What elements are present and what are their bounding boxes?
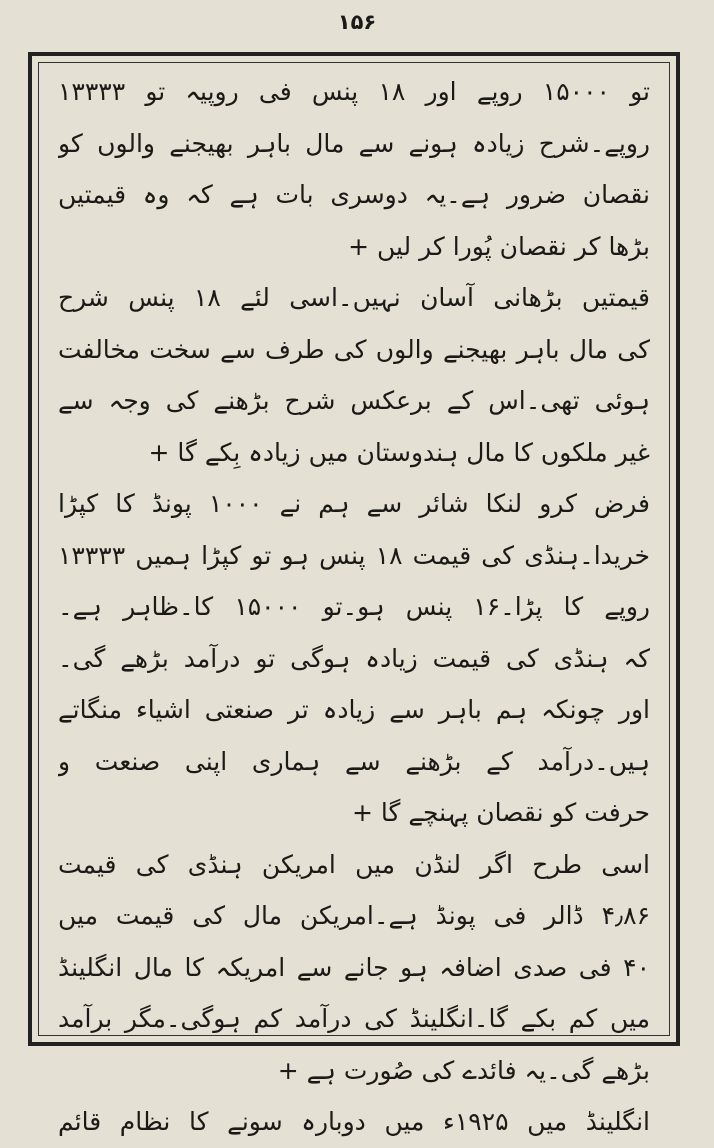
text-line: ۴٫۸۶ ڈالر فی پونڈ ہے۔امریکن مال کی قیمت میں: [58, 901, 650, 930]
text-line: حرفت کو نقصان پہنچے گا +: [352, 798, 650, 827]
text-line: انگلینڈ میں ۱۹۲۵ء میں دوبارہ سونے کا نظام قائم: [58, 1107, 650, 1136]
text-line: روپے کا پڑا۔۱۶ پنس ہو۔تو ۱۵۰۰۰ کا۔ظاہر ہے۔: [58, 592, 650, 621]
text-line: خریدا۔ہنڈی کی قیمت ۱۸ پنس ہو تو کپڑا ہمیں ۱۳۳۳۳: [58, 540, 650, 570]
text-line: کی مال باہر بھیجنے والوں کی طرف سے سخت مخالفت: [58, 334, 650, 364]
text-line: ۴۰ فی صدی اضافہ ہو جانے سے امریکہ کا مال انگلینڈ: [58, 952, 650, 982]
text-line: بڑھا کر نقصان پُورا کر لیں +: [348, 231, 650, 261]
page-number: ۱۵۶: [337, 10, 377, 34]
text-line: نقصان ضرور ہے۔یہ دوسری بات ہے کہ وہ قیمتیں: [58, 180, 650, 209]
text-line: ہیں۔درآمد کے بڑھنے سے ہماری اپنی صنعت و: [58, 746, 650, 776]
text-line: بڑھے گی۔یہ فائدے کی صُورت ہے +: [277, 1055, 650, 1085]
body-text: [58, 66, 650, 1148]
text-line: کہ ہنڈی کی قیمت زیادہ ہوگی تو درآمد بڑھے گی۔: [58, 643, 650, 673]
text-line: ہوئی تھی۔اس کے برعکس شرح بڑھنے کی وجہ سے: [58, 386, 650, 415]
text-line: اسی طرح اگر لنڈن میں امریکن ہنڈی کی قیمت: [58, 849, 650, 879]
text-line: قیمتیں بڑھانی آسان نہیں۔اسی لئے ۱۸ پنس شرح: [58, 283, 650, 312]
text-line: اور چونکہ ہم باہر سے زیادہ تر صنعتی اشیاء منگاتے: [58, 695, 650, 724]
text-line: روپے۔شرح زیادہ ہونے سے مال باہر بھیجنے والوں کو: [58, 128, 650, 158]
text-line: غیر ملکوں کا مال ہندوستان میں زیادہ بِکے گا +: [148, 437, 650, 467]
text-line: میں کم بکے گا۔انگلینڈ کی درآمد کم ہوگی۔مگر برآمد: [58, 1004, 650, 1033]
text-line: فرض کرو لنکا شائر سے ہم نے ۱۰۰۰ پونڈ کا کپڑا: [58, 489, 650, 518]
text-line: تو ۱۵۰۰۰ روپے اور ۱۸ پنس فی روپیہ تو ۱۳۳۳۳: [58, 77, 650, 106]
